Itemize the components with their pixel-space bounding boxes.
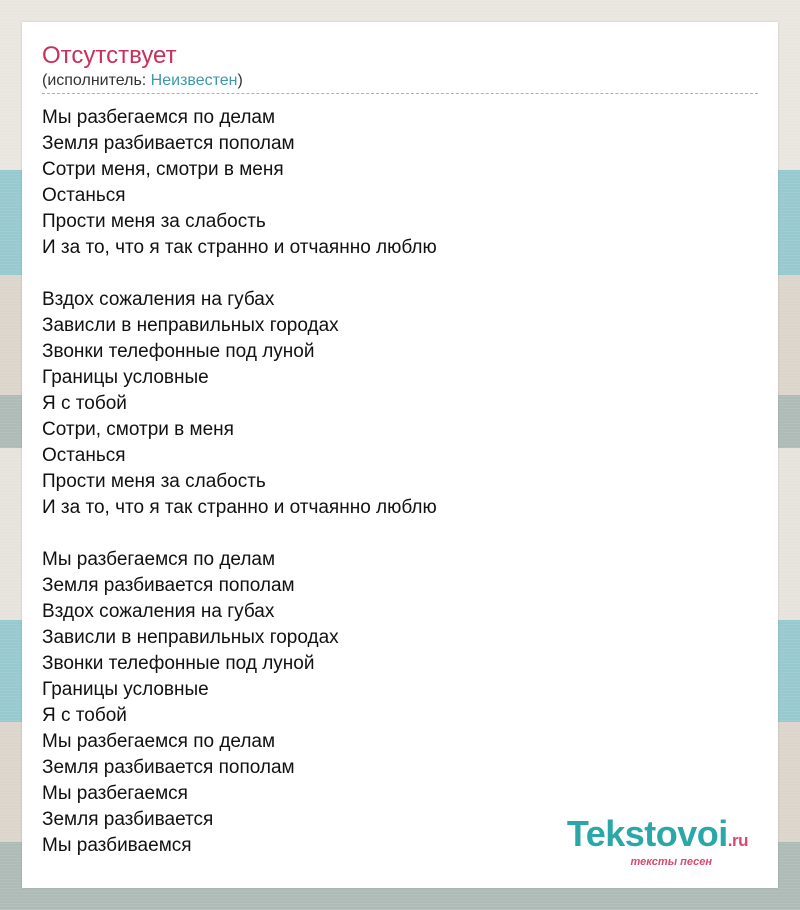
lyric-line: Мы разбегаемся по делам [42,549,276,570]
lyric-line: Границы условные [42,679,209,700]
lyric-line: Земля разбивается [42,809,214,830]
lyrics-text [42,105,758,859]
lyric-line: Зависли в неправильных городах [42,627,339,648]
lyric-line: Земля разбивается пополам [42,133,295,154]
lyric-line: Звонки телефонные под луной [42,653,315,674]
lyric-line: Земля разбивается пополам [42,757,295,778]
stanza-break [42,261,758,287]
site-logo[interactable] [566,813,748,868]
lyric-line: Я с тобой [42,393,127,414]
lyric-line: Прости меня за слабость [42,471,266,492]
lyric-line: И за то, что я так странно и отчаянно люблю [42,497,437,518]
lyric-line: Земля разбивается пополам [42,575,295,596]
lyric-line: Звонки телефонные под луной [42,341,315,362]
song-title: Отсутствует [42,42,177,69]
artist-prefix: (исполнитель: [42,72,151,89]
artist-suffix: ) [237,72,243,89]
logo-name: Tekstovoi [566,813,728,854]
lyric-line: Мы разбегаемся [42,783,188,804]
lyric-line: Зависли в неправильных городах [42,315,339,336]
lyric-line: Мы разбегаемся по делам [42,107,276,128]
lyric-line: Вздох сожаления на губах [42,289,275,310]
lyric-line: Мы разбегаемся по делам [42,731,276,752]
logo-tld: .ru [727,831,748,850]
lyric-line: Останься [42,185,126,206]
lyric-line: И за то, что я так странно и отчаянно люблю [42,237,437,258]
lyrics-card [22,22,778,888]
lyric-line: Сотри, смотри в меня [42,419,234,440]
lyric-line: Границы условные [42,367,209,388]
artist-link[interactable]: Неизвестен [150,72,238,89]
lyric-line: Вздох сожаления на губах [42,601,275,622]
lyric-line: Мы разбиваемся [42,835,192,856]
logo-tagline: тексты песен [630,856,712,868]
lyric-line: Прости меня за слабость [42,211,266,232]
artist-line [42,72,758,94]
lyric-line: Сотри меня, смотри в меня [42,159,284,180]
lyric-line: Я с тобой [42,705,127,726]
lyric-line: Останься [42,445,126,466]
stanza-break [42,521,758,547]
